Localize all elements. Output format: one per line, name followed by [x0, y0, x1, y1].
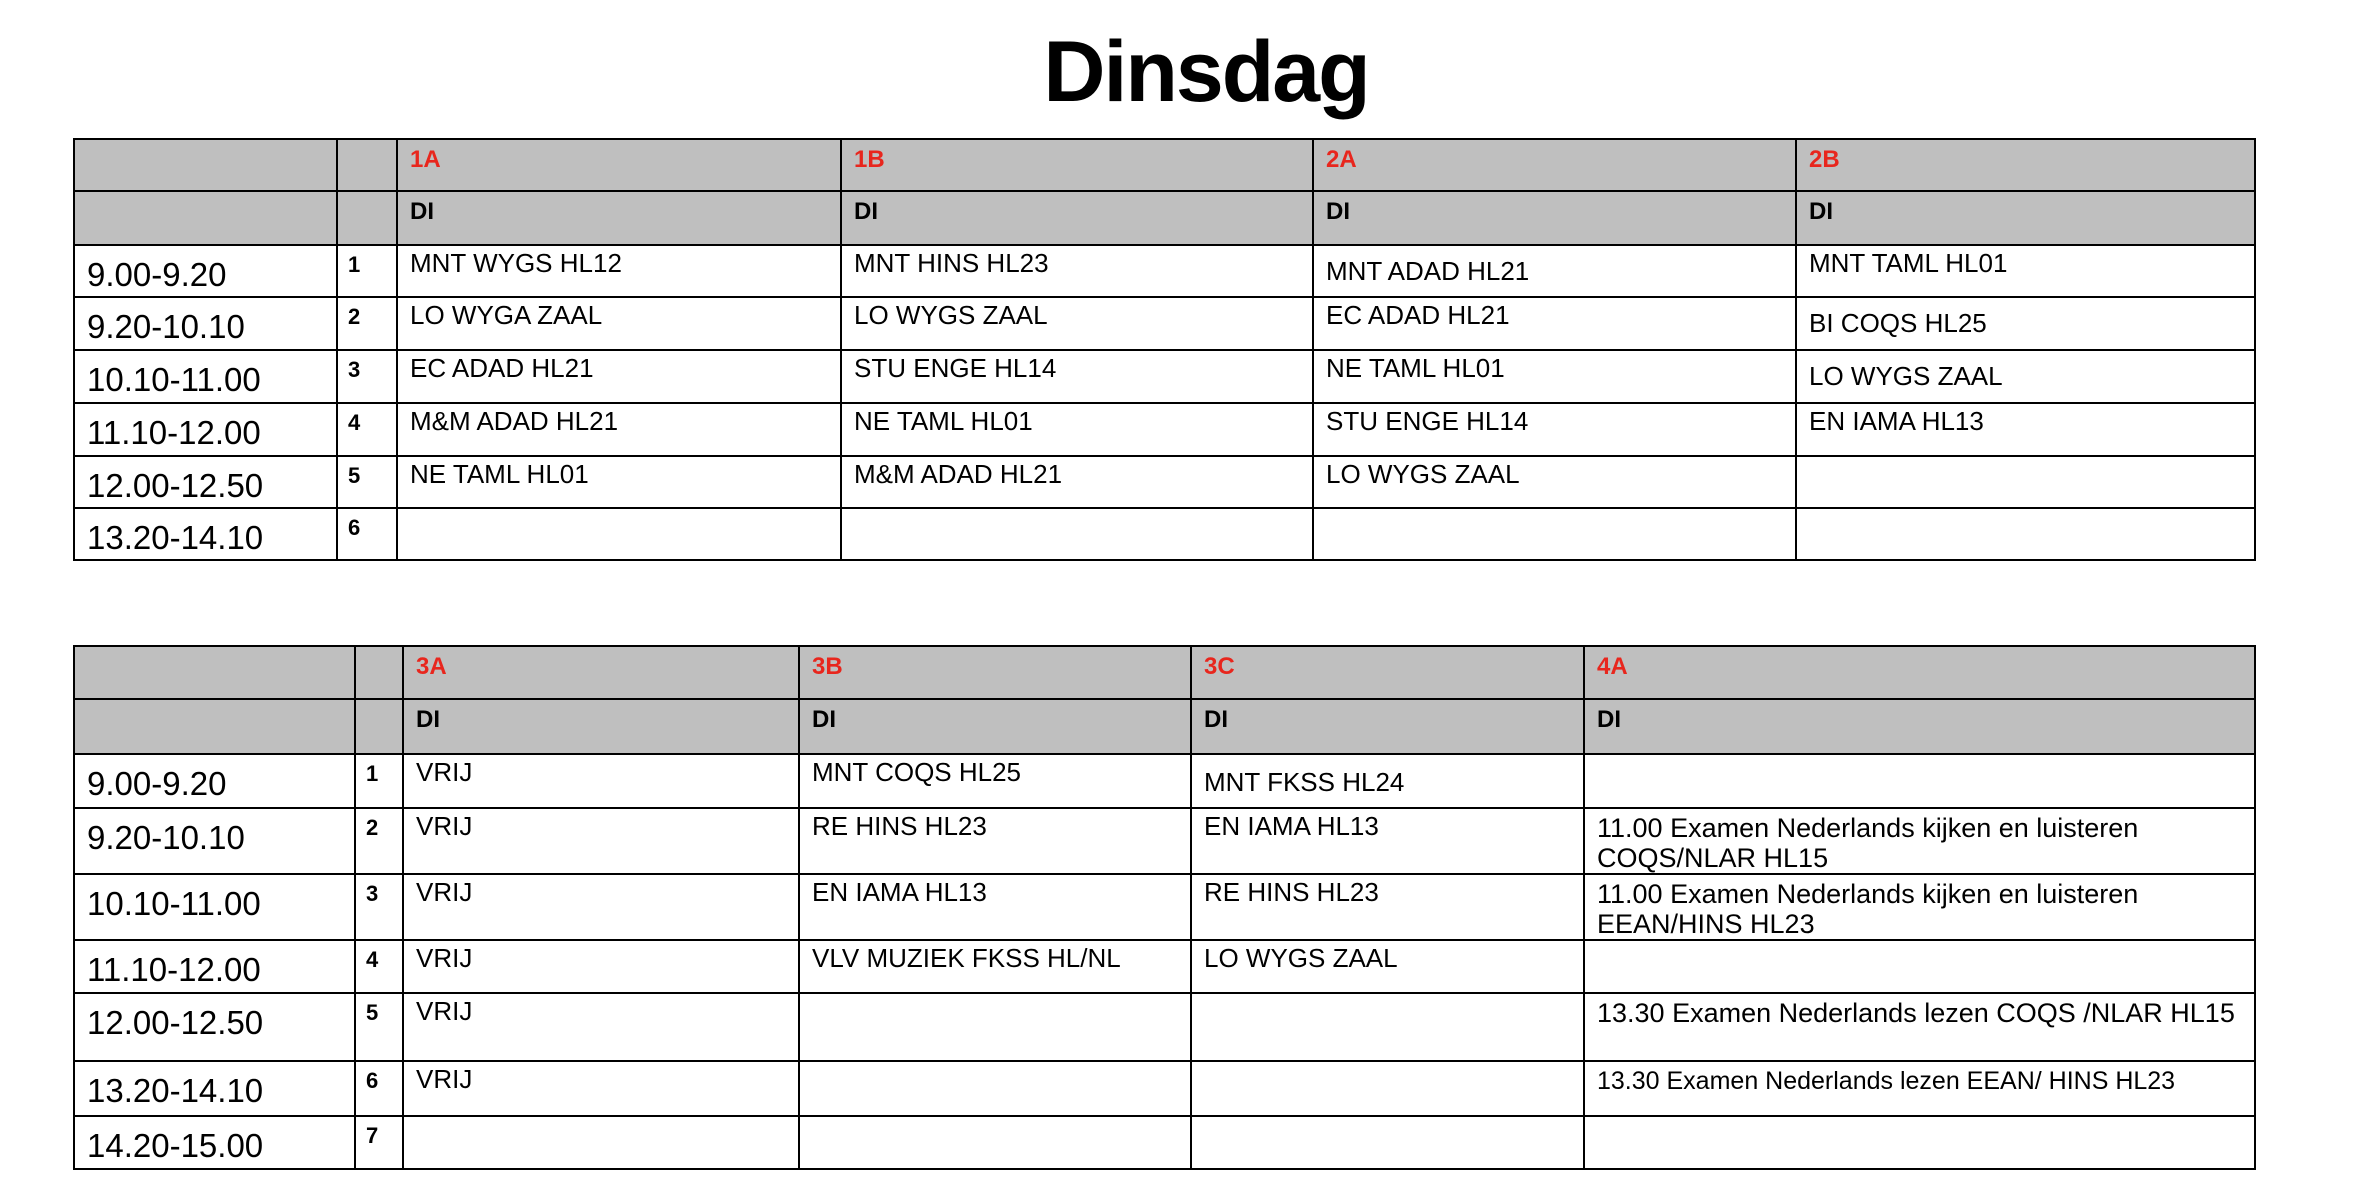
- lesson-text: [1326, 509, 1795, 511]
- lesson-cell: [799, 1061, 1191, 1116]
- lesson-cell: [397, 403, 841, 456]
- header-blank-cell: [74, 191, 337, 245]
- period-number: 3: [337, 350, 397, 403]
- lesson-cell: [1191, 754, 1584, 808]
- lesson-cell: [799, 808, 1191, 874]
- day-header-row: [74, 191, 2255, 245]
- class-header: [1313, 139, 1796, 191]
- day-header: [1191, 699, 1584, 754]
- class-header: [397, 139, 841, 191]
- lesson-cell: [397, 508, 841, 560]
- lesson-cell: [397, 245, 841, 297]
- exam-text: 11.00 Examen Nederlands kijken en luisteren EEAN/HINS HL23: [1597, 879, 2139, 939]
- lesson-cell: [1584, 1116, 2255, 1169]
- header-blank-cell: [337, 191, 397, 245]
- period-number: 2: [337, 297, 397, 350]
- lesson-cell: [1191, 1116, 1584, 1169]
- day-label: DI: [1204, 706, 1228, 733]
- lesson-text: [1597, 755, 2254, 759]
- lesson-cell: [1191, 1061, 1584, 1116]
- day-label: DI: [1809, 198, 1833, 225]
- lesson-cell: [1796, 508, 2255, 560]
- lesson-cell: [799, 993, 1191, 1061]
- time-cell: 12.00-12.50: [74, 456, 337, 508]
- header-blank-cell: [355, 646, 403, 699]
- lesson-text: EC ADAD HL21: [410, 353, 594, 383]
- class-header: [1191, 646, 1584, 699]
- class-header-row: [74, 139, 2255, 191]
- lesson-cell: [403, 754, 799, 808]
- table-row: [74, 940, 2255, 993]
- day-label: DI: [416, 706, 440, 733]
- lesson-text: NE TAML HL01: [410, 459, 589, 489]
- lesson-text: LO WYGS ZAAL: [854, 300, 1048, 330]
- table-row: [74, 403, 2255, 456]
- time-cell: 9.20-10.10: [74, 297, 337, 350]
- schedule-table-2: [73, 645, 2256, 1170]
- lesson-text: VRIJ: [416, 943, 473, 973]
- lesson-text: EN IAMA HL13: [1809, 406, 1984, 436]
- header-blank-cell: [337, 139, 397, 191]
- lesson-cell: [403, 1116, 799, 1169]
- lesson-text: BI COQS HL25: [1809, 308, 1987, 338]
- page-title: Dinsdag: [1043, 24, 1369, 120]
- lesson-text: [1204, 1117, 1583, 1119]
- lesson-cell: [841, 350, 1313, 403]
- lesson-text: MNT FKSS HL24: [1204, 767, 1405, 797]
- time-cell: 10.10-11.00: [74, 350, 337, 403]
- header-blank-cell: [74, 646, 355, 699]
- day-header: [799, 699, 1191, 754]
- lesson-text: RE HINS HL23: [812, 811, 987, 841]
- lesson-cell: [1191, 940, 1584, 993]
- exam-cell: [1584, 808, 2255, 874]
- lesson-cell: [799, 874, 1191, 940]
- time-cell: 10.10-11.00: [74, 874, 355, 940]
- class-label: 3B: [812, 653, 843, 680]
- table-row: [74, 350, 2255, 403]
- header-blank-cell: [74, 699, 355, 754]
- day-label: DI: [1597, 706, 1621, 733]
- time-cell: 13.20-14.10: [74, 508, 337, 560]
- lesson-text: LO WYGS ZAAL: [1326, 459, 1520, 489]
- lesson-cell: [403, 808, 799, 874]
- lesson-cell: [1584, 940, 2255, 993]
- class-header: [1796, 139, 2255, 191]
- lesson-text: [812, 1117, 1190, 1119]
- exam-cell: [1584, 1061, 2255, 1116]
- lesson-text: MNT ADAD HL21: [1326, 256, 1530, 286]
- table-row: [74, 993, 2255, 1061]
- lesson-text: [1204, 994, 1583, 996]
- lesson-text: [854, 509, 1312, 511]
- lesson-cell: [403, 1061, 799, 1116]
- lesson-text: NE TAML HL01: [1326, 353, 1505, 383]
- lesson-cell: [1191, 993, 1584, 1061]
- lesson-text: VRIJ: [416, 996, 473, 1026]
- header-blank-cell: [355, 699, 403, 754]
- class-label: 4A: [1597, 653, 1628, 680]
- class-label: 1B: [854, 146, 885, 173]
- lesson-cell: [1584, 754, 2255, 808]
- lesson-text: [1597, 941, 2254, 945]
- lesson-text: LO WYGS ZAAL: [1204, 943, 1398, 973]
- period-number: 7: [355, 1116, 403, 1169]
- time-cell: 12.00-12.50: [74, 993, 355, 1061]
- lesson-cell: [1796, 350, 2255, 403]
- lesson-text: MNT TAML HL01: [1809, 248, 2008, 278]
- lesson-cell: [1313, 456, 1796, 508]
- period-number: 1: [337, 245, 397, 297]
- day-header: [397, 191, 841, 245]
- lesson-text: VRIJ: [416, 877, 473, 907]
- lesson-text: STU ENGE HL14: [1326, 406, 1529, 436]
- lesson-cell: [799, 940, 1191, 993]
- exam-text: 13.30 Examen Nederlands lezen COQS /NLAR HL15: [1597, 998, 2235, 1028]
- lesson-text: LO WYGS ZAAL: [1809, 361, 2003, 391]
- day-label: DI: [410, 198, 434, 225]
- lesson-cell: [397, 350, 841, 403]
- exam-cell: [1584, 874, 2255, 940]
- lesson-text: RE HINS HL23: [1204, 877, 1379, 907]
- exam-text: 13.30 Examen Nederlands lezen EEAN/ HINS HL23: [1597, 1067, 2176, 1095]
- class-label: 3A: [416, 653, 447, 680]
- lesson-text: [410, 509, 840, 511]
- class-header: [403, 646, 799, 699]
- lesson-cell: [1313, 350, 1796, 403]
- lesson-text: EC ADAD HL21: [1326, 300, 1510, 330]
- lesson-text: VRIJ: [416, 811, 473, 841]
- lesson-cell: [1313, 245, 1796, 297]
- lesson-cell: [841, 508, 1313, 560]
- period-number: 4: [337, 403, 397, 456]
- day-header: [1584, 699, 2255, 754]
- period-number: 5: [337, 456, 397, 508]
- time-cell: 9.00-9.20: [74, 245, 337, 297]
- lesson-cell: [403, 940, 799, 993]
- lesson-cell: [799, 1116, 1191, 1169]
- lesson-text: VRIJ: [416, 1064, 473, 1094]
- period-number: 3: [355, 874, 403, 940]
- class-header: [1584, 646, 2255, 699]
- table-row: [74, 1061, 2255, 1116]
- lesson-text: [416, 1117, 798, 1119]
- exam-text: 11.00 Examen Nederlands kijken en luisteren COQS/NLAR HL15: [1597, 813, 2139, 873]
- day-label: DI: [854, 198, 878, 225]
- time-cell: 14.20-15.00: [74, 1116, 355, 1169]
- lesson-cell: [397, 456, 841, 508]
- time-cell: 9.20-10.10: [74, 808, 355, 874]
- lesson-text: [1809, 509, 2254, 511]
- lesson-text: MNT WYGS HL12: [410, 248, 622, 278]
- lesson-cell: [1796, 456, 2255, 508]
- lesson-cell: [1796, 297, 2255, 350]
- class-header-row: [74, 646, 2255, 699]
- header-blank-cell: [74, 139, 337, 191]
- period-number: 5: [355, 993, 403, 1061]
- lesson-cell: [1191, 874, 1584, 940]
- lesson-text: [812, 994, 1190, 996]
- class-label: 2B: [1809, 146, 1840, 173]
- table-row: [74, 808, 2255, 874]
- day-header-row: [74, 699, 2255, 754]
- day-header: [403, 699, 799, 754]
- day-label: DI: [1326, 198, 1350, 225]
- table-row: [74, 297, 2255, 350]
- lesson-cell: [1313, 297, 1796, 350]
- lesson-cell: [799, 754, 1191, 808]
- period-number: 1: [355, 754, 403, 808]
- day-header: [1313, 191, 1796, 245]
- lesson-text: VLV MUZIEK FKSS HL/NL: [812, 943, 1121, 973]
- lesson-cell: [841, 456, 1313, 508]
- class-header: [799, 646, 1191, 699]
- lesson-cell: [1313, 508, 1796, 560]
- lesson-text: M&M ADAD HL21: [410, 406, 619, 436]
- period-number: 6: [355, 1061, 403, 1116]
- table-row: [74, 245, 2255, 297]
- class-label: 2A: [1326, 146, 1357, 173]
- class-label: 3C: [1204, 653, 1235, 680]
- period-number: 6: [337, 508, 397, 560]
- day-label: DI: [812, 706, 836, 733]
- lesson-cell: [403, 874, 799, 940]
- lesson-text: STU ENGE HL14: [854, 353, 1057, 383]
- lesson-cell: [841, 245, 1313, 297]
- lesson-text: MNT COQS HL25: [812, 757, 1022, 787]
- class-label: 1A: [410, 146, 441, 173]
- time-cell: 11.10-12.00: [74, 403, 337, 456]
- lesson-text: NE TAML HL01: [854, 406, 1033, 436]
- lesson-text: EN IAMA HL13: [1204, 811, 1379, 841]
- lesson-text: LO WYGA ZAAL: [410, 300, 603, 330]
- lesson-text: [1809, 457, 2254, 459]
- table-row: [74, 1116, 2255, 1169]
- lesson-cell: [1191, 808, 1584, 874]
- lesson-cell: [841, 297, 1313, 350]
- lesson-text: [812, 1062, 1190, 1064]
- lesson-text: [1204, 1062, 1583, 1064]
- lesson-cell: [1796, 403, 2255, 456]
- lesson-text: MNT HINS HL23: [854, 248, 1049, 278]
- table-row: [74, 874, 2255, 940]
- schedule-table-1: [73, 138, 2256, 561]
- lesson-cell: [1796, 245, 2255, 297]
- lesson-cell: [397, 297, 841, 350]
- day-header: [1796, 191, 2255, 245]
- lesson-cell: [403, 993, 799, 1061]
- day-header: [841, 191, 1313, 245]
- period-number: 2: [355, 808, 403, 874]
- lesson-text: [1597, 1117, 2254, 1121]
- table-row: [74, 754, 2255, 808]
- exam-cell: [1584, 993, 2255, 1061]
- lesson-text: VRIJ: [416, 757, 473, 787]
- time-cell: 9.00-9.20: [74, 754, 355, 808]
- period-number: 4: [355, 940, 403, 993]
- table-row: [74, 456, 2255, 508]
- time-cell: 13.20-14.10: [74, 1061, 355, 1116]
- lesson-text: M&M ADAD HL21: [854, 459, 1063, 489]
- time-cell: 11.10-12.00: [74, 940, 355, 993]
- lesson-cell: [1313, 403, 1796, 456]
- lesson-cell: [841, 403, 1313, 456]
- table-row: [74, 508, 2255, 560]
- lesson-text: EN IAMA HL13: [812, 877, 987, 907]
- class-header: [841, 139, 1313, 191]
